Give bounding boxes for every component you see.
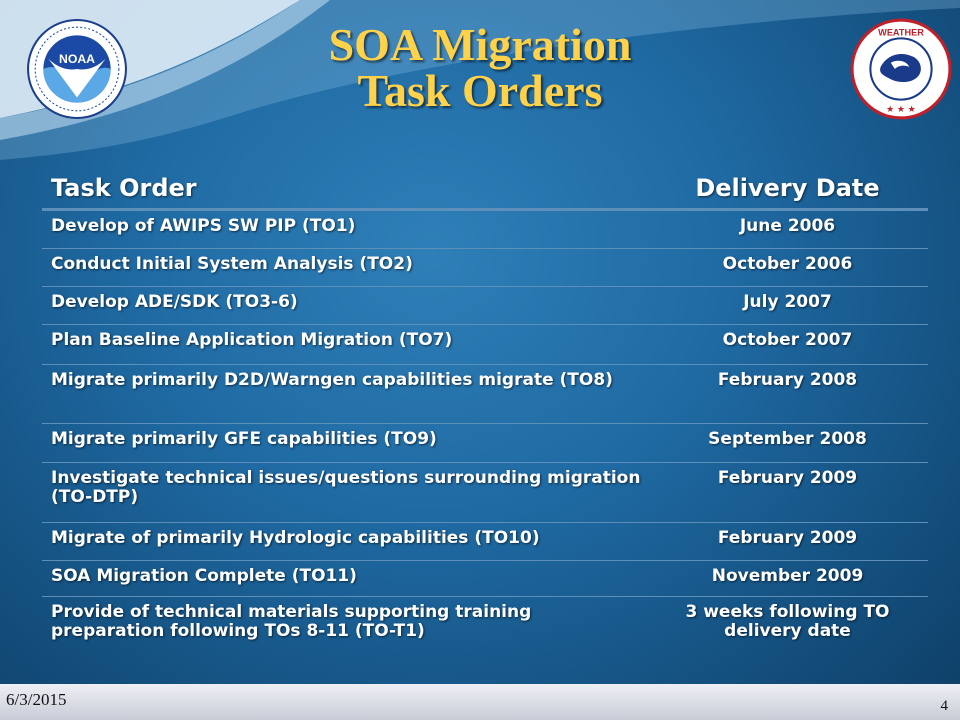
footer-date: 6/3/2015 bbox=[6, 690, 67, 709]
date-cell: February 2009 bbox=[717, 528, 858, 548]
table-row bbox=[42, 211, 928, 249]
svg-text:★ ★ ★: ★ ★ ★ bbox=[886, 103, 916, 114]
task-cell: Develop of AWIPS SW PIP (TO1) bbox=[51, 216, 356, 236]
noaa-logo-text: NOAA bbox=[58, 51, 96, 66]
task-cell: Migrate primarily GFE capabilities (TO9) bbox=[51, 429, 437, 449]
table-row bbox=[42, 325, 928, 365]
task-cell: Develop ADE/SDK (TO3-6) bbox=[51, 292, 298, 312]
task-cell: Migrate primarily D2D/Warngen capabilities migrate (TO8) bbox=[51, 370, 613, 390]
table-header-row bbox=[42, 158, 928, 211]
slide-title bbox=[200, 19, 760, 116]
footer-bar bbox=[0, 684, 960, 720]
task-cell: SOA Migration Complete (TO11) bbox=[51, 566, 357, 586]
table-row bbox=[42, 597, 928, 653]
date-cell: June 2006 bbox=[739, 216, 836, 236]
nws-logo-icon bbox=[850, 18, 952, 120]
title-line-2: Task Orders bbox=[357, 65, 603, 116]
table-row bbox=[42, 523, 928, 561]
task-cell: Investigate technical issues/questions surrounding migration (TO-DTP) bbox=[51, 468, 641, 507]
task-cell: Plan Baseline Application Migration (TO7) bbox=[51, 330, 453, 350]
table-row bbox=[42, 561, 928, 597]
svg-text:WEATHER: WEATHER bbox=[878, 27, 924, 38]
table-row bbox=[42, 287, 928, 325]
header-delivery-date: Delivery Date bbox=[695, 174, 880, 202]
table-row bbox=[42, 424, 928, 463]
date-cell: October 2007 bbox=[722, 330, 853, 350]
date-cell: September 2008 bbox=[708, 429, 867, 449]
table-row bbox=[42, 249, 928, 287]
date-cell: February 2008 bbox=[717, 370, 858, 390]
date-cell: 3 weeks following TO delivery date bbox=[685, 602, 890, 641]
table-row bbox=[42, 463, 928, 523]
date-cell: February 2009 bbox=[717, 468, 858, 488]
title-line-1: SOA Migration bbox=[328, 19, 632, 70]
task-cell: Conduct Initial System Analysis (TO2) bbox=[51, 254, 413, 274]
task-cell: Migrate of primarily Hydrologic capabilities (TO10) bbox=[51, 528, 540, 548]
page-number: 4 bbox=[940, 698, 948, 714]
task-order-table bbox=[42, 158, 928, 653]
date-cell: November 2009 bbox=[711, 566, 864, 586]
task-cell: Provide of technical materials supporting training preparation following TOs 8-11 (TO-T1) bbox=[51, 602, 532, 641]
table-row bbox=[42, 365, 928, 424]
header-task-order: Task Order bbox=[51, 174, 197, 202]
date-cell: July 2007 bbox=[743, 292, 832, 312]
date-cell: October 2006 bbox=[722, 254, 853, 274]
noaa-logo-icon bbox=[26, 18, 128, 120]
